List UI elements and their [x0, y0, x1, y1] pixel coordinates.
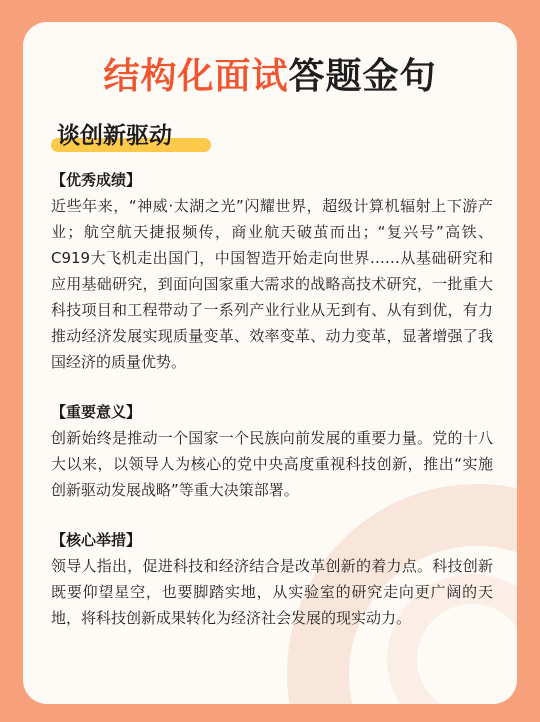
- section-significance: [51, 399, 493, 503]
- page-title: [23, 54, 517, 100]
- topic-text: 谈创新驱动: [57, 123, 172, 149]
- section-achievements: [51, 167, 493, 375]
- section-heading: 【重要意义】: [51, 403, 142, 421]
- title-main-text: 答题金句: [288, 56, 437, 97]
- section-paragraph: 创新始终是推动一个国家一个民族向前发展的重要力量。党的十八大以来，以领导人为核心的党中央高度重视科技创新，推出“实施创新驱动发展战略”等重大决策部署。: [51, 429, 493, 499]
- section-measures: [51, 527, 493, 631]
- title-accent-text: 结构化面试: [103, 56, 289, 97]
- section-heading: 【核心举措】: [51, 531, 142, 549]
- topic-heading: [51, 116, 172, 156]
- section-heading: 【优秀成绩】: [51, 171, 142, 189]
- content-card: [23, 22, 517, 704]
- article-body: [51, 167, 493, 631]
- section-paragraph: 近些年来，“神威·太湖之光”闪耀世界，超级计算机辐射上下游产业；航空航天捷报频传，商业航天破茧而出；“复兴号”高铁、C919大飞机走出国门，中国智造开始走向世界……从基础研究和应用基础研究，到面向国家重大需求的战略高技术研究，一批重大科技项目和工程带动了一系列产业行业从无到有、从有到优，有力推动经济发展实现质量变革、效率变革、动力变革，显著增强了我国经济的质量优势。: [51, 197, 493, 371]
- section-paragraph: 领导人指出，促进科技和经济结合是改革创新的着力点。科技创新既要仰望星空，也要脚踏实地，从实验室的研究走向更广阔的天地，将科技创新成果转化为经济社会发展的现实动力。: [51, 557, 493, 627]
